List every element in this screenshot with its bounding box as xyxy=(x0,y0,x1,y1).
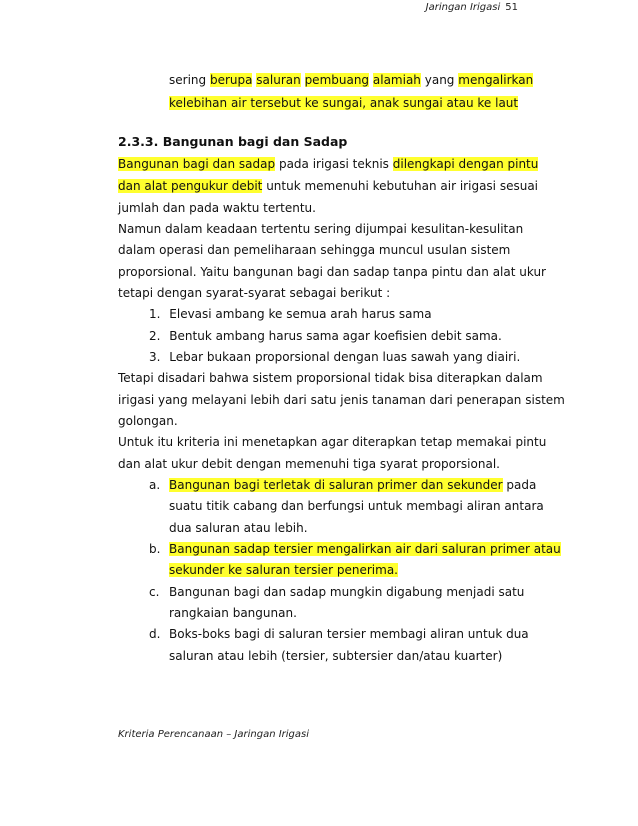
para2-line-2: dalam operasi dan pemeliharaan sehingga muncul usulan sistem xyxy=(118,243,511,257)
page-number: 51 xyxy=(505,2,518,13)
list-item xyxy=(149,348,520,366)
para1-line-1 xyxy=(118,155,539,173)
list-marker: 2. xyxy=(149,329,161,343)
list-item-d-line-2: saluran atau lebih (tersier, subtersier dan/atau kuarter) xyxy=(169,649,503,663)
list-item-a-line-2: suatu titik cabang dan berfungsi untuk membagi aliran antara xyxy=(169,499,544,513)
list-marker: d. xyxy=(149,627,161,641)
header-title: Jaringan Irigasi xyxy=(425,2,501,13)
highlighted-text: dilengkapi dengan pintu xyxy=(392,157,539,171)
para2-line-4: tetapi dengan syarat-syarat sebagai berikut : xyxy=(118,286,391,300)
list-item-b-line-1 xyxy=(169,540,561,558)
text-run: pada xyxy=(506,478,537,492)
text-run: yang xyxy=(424,73,455,87)
list-item-a-line-1 xyxy=(169,476,537,494)
page-footer: Kriteria Perencanaan – Jaringan Irigasi xyxy=(118,729,310,740)
highlighted-text: kelebihan air tersebut ke sungai, anak sungai atau ke laut xyxy=(169,96,519,110)
text-run: untuk memenuhi kebutuhan air irigasi sesuai xyxy=(266,179,539,193)
list-item xyxy=(149,327,502,345)
para4-line-1: Untuk itu kriteria ini menetapkan agar diterapkan tetap memakai pintu xyxy=(118,435,547,449)
para1-line-3: jumlah dan pada waktu tertentu. xyxy=(118,201,316,215)
list-marker: a. xyxy=(149,478,161,492)
highlighted-text: sekunder ke saluran tersier penerima. xyxy=(169,563,398,577)
highlighted-text: Bangunan bagi dan sadap xyxy=(118,157,276,171)
list-marker: c. xyxy=(149,585,160,599)
list-item-text: Elevasi ambang ke semua arah harus sama xyxy=(169,307,432,321)
para3-line-3: golongan. xyxy=(118,414,178,428)
list-item-b-line-2 xyxy=(169,561,398,579)
intro-line-2 xyxy=(169,94,518,112)
highlighted-text: saluran xyxy=(256,73,301,87)
para1-line-2 xyxy=(118,177,539,195)
para2-line-3: proporsional. Yaitu bangunan bagi dan sadap tanpa pintu dan alat ukur xyxy=(118,265,546,279)
para3-line-2: irigasi yang melayani lebih dari satu jenis tanaman dari penerapan sistem xyxy=(118,393,565,407)
highlighted-text: Bangunan bagi terletak di saluran primer dan sekunder xyxy=(169,478,503,492)
highlighted-text: berupa xyxy=(209,73,253,87)
list-marker: 3. xyxy=(149,350,161,364)
para4-line-2: dan alat ukur debit dengan memenuhi tiga syarat proporsional. xyxy=(118,457,500,471)
section-heading: 2.3.3. Bangunan bagi dan Sadap xyxy=(118,134,348,149)
list-item-d-line-1: Boks-boks bagi di saluran tersier membagi aliran untuk dua xyxy=(169,627,529,641)
list-item-text: Bentuk ambang harus sama agar koefisien debit sama. xyxy=(169,329,502,343)
para2-line-1: Namun dalam keadaan tertentu sering dijumpai kesulitan-kesulitan xyxy=(118,222,524,236)
highlighted-text: alamiah xyxy=(372,73,421,87)
highlighted-text: mengalirkan xyxy=(458,73,534,87)
highlighted-text: pembuang xyxy=(304,73,370,87)
highlighted-text: Bangunan sadap tersier mengalirkan air dari saluran primer atau xyxy=(169,542,561,556)
list-marker: b. xyxy=(149,542,161,556)
list-item-c-line-1: Bangunan bagi dan sadap mungkin digabung menjadi satu xyxy=(169,585,525,599)
para3-line-1: Tetapi disadari bahwa sistem proporsional tidak bisa diterapkan dalam xyxy=(118,371,543,385)
list-item-text: Lebar bukaan proporsional dengan luas sawah yang diairi. xyxy=(169,350,521,364)
text-run: pada irigasi teknis xyxy=(278,157,389,171)
text-run: sering xyxy=(169,73,207,87)
page-header xyxy=(426,2,518,13)
highlighted-text: dan alat pengukur debit xyxy=(118,179,263,193)
list-marker: 1. xyxy=(149,307,161,321)
list-item-a-line-3: dua saluran atau lebih. xyxy=(169,521,308,535)
list-item xyxy=(149,305,432,323)
list-item-c-line-2: rangkaian bangunan. xyxy=(169,606,297,620)
intro-line-1 xyxy=(169,71,534,89)
